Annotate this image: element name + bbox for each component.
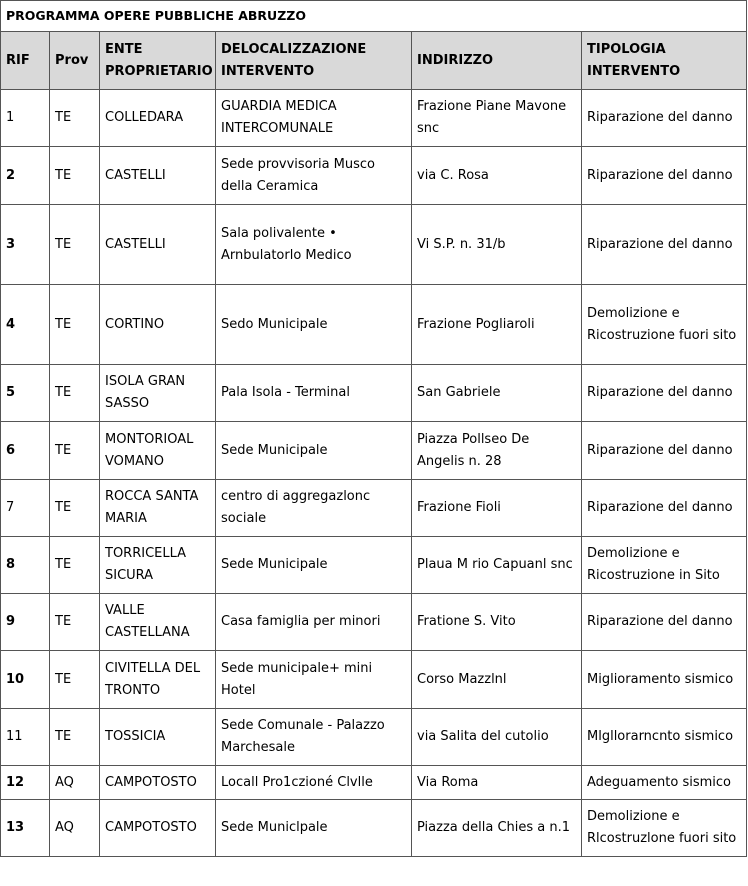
cell-rif: 11 <box>1 709 50 766</box>
cell-rif: 5 <box>1 365 50 422</box>
cell-indirizzo: San Gabriele <box>412 365 582 422</box>
cell-rif: 7 <box>1 480 50 537</box>
cell-indirizzo: Via Roma <box>412 766 582 800</box>
cell-rif: 4 <box>1 285 50 365</box>
table-row <box>1 285 747 365</box>
cell-rif: 6 <box>1 422 50 480</box>
cell-indirizzo: Plaua M rio Capuanl snc <box>412 537 582 594</box>
header-tipologia: TIPOLOGIA INTERVENTO <box>582 32 747 90</box>
cell-deloc: Sede Municlpale <box>216 800 412 857</box>
cell-tipologia: Adeguamento sismico <box>582 766 747 800</box>
table-row <box>1 480 747 537</box>
cell-tipologia: Riparazione del danno <box>582 90 747 147</box>
cell-prov: TE <box>50 422 100 480</box>
table-row <box>1 90 747 147</box>
cell-indirizzo: Piazza della Chies a n.1 <box>412 800 582 857</box>
cell-ente: TOSSICIA <box>100 709 216 766</box>
cell-rif: 1 <box>1 90 50 147</box>
cell-deloc: Pala Isola - Terminal <box>216 365 412 422</box>
cell-ente: CORTINO <box>100 285 216 365</box>
cell-tipologia: Miglioramento sismico <box>582 651 747 709</box>
cell-prov: TE <box>50 709 100 766</box>
cell-rif: 8 <box>1 537 50 594</box>
cell-deloc: Sedo Municipale <box>216 285 412 365</box>
cell-prov: TE <box>50 651 100 709</box>
cell-deloc: Sede provvisoria Musco della Ceramica <box>216 147 412 205</box>
cell-deloc: Casa famiglia per minori <box>216 594 412 651</box>
cell-prov: TE <box>50 147 100 205</box>
cell-ente: CIVITELLA DEL TRONTO <box>100 651 216 709</box>
cell-tipologia: Demolizione e Ricostruzione fuori sito <box>582 285 747 365</box>
header-indirizzo: INDIRIZZO <box>412 32 582 90</box>
cell-prov: TE <box>50 90 100 147</box>
cell-prov: TE <box>50 480 100 537</box>
cell-indirizzo: Frazione Fioli <box>412 480 582 537</box>
cell-ente: ISOLA GRAN SASSO <box>100 365 216 422</box>
table-row <box>1 537 747 594</box>
table-title: PROGRAMMA OPERE PUBBLICHE ABRUZZO <box>1 1 747 32</box>
cell-indirizzo: via Salita del cutolio <box>412 709 582 766</box>
cell-tipologia: Riparazione del danno <box>582 365 747 422</box>
table-row <box>1 594 747 651</box>
cell-deloc: Sede municipale+ mini Hotel <box>216 651 412 709</box>
cell-ente: CASTELLI <box>100 147 216 205</box>
cell-deloc: Locall Pro1czioné Clvlle <box>216 766 412 800</box>
table-row <box>1 422 747 480</box>
cell-prov: TE <box>50 594 100 651</box>
cell-tipologia: Mlgllorarncnto sismico <box>582 709 747 766</box>
cell-ente: TORRICELLA SICURA <box>100 537 216 594</box>
cell-indirizzo: Corso Mazzlnl <box>412 651 582 709</box>
cell-prov: TE <box>50 365 100 422</box>
table-row <box>1 205 747 285</box>
cell-tipologia: Riparazione del danno <box>582 422 747 480</box>
cell-deloc: Sala polivalente • Arnbulatorlo Medico <box>216 205 412 285</box>
cell-ente: CAMPOTOSTO <box>100 800 216 857</box>
cell-indirizzo: Vi S.P. n. 31/b <box>412 205 582 285</box>
cell-ente: CASTELLI <box>100 205 216 285</box>
cell-tipologia: Riparazione del danno <box>582 480 747 537</box>
cell-deloc: Sede Comunale - Palazzo Marchesale <box>216 709 412 766</box>
cell-rif: 13 <box>1 800 50 857</box>
cell-prov: TE <box>50 205 100 285</box>
cell-tipologia: Riparazione del danno <box>582 594 747 651</box>
cell-deloc: Sede Municipale <box>216 537 412 594</box>
header-delocalizzazione: DELOCALIZZAZIONE INTERVENTO <box>216 32 412 90</box>
cell-rif: 10 <box>1 651 50 709</box>
header-ente: ENTE PROPRIETARIO <box>100 32 216 90</box>
cell-ente: CAMPOTOSTO <box>100 766 216 800</box>
cell-prov: AQ <box>50 800 100 857</box>
cell-rif: 2 <box>1 147 50 205</box>
header-prov: Prov <box>50 32 100 90</box>
cell-prov: AQ <box>50 766 100 800</box>
header-rif: RIF <box>1 32 50 90</box>
table-row <box>1 651 747 709</box>
cell-prov: TE <box>50 537 100 594</box>
cell-tipologia: Riparazione del danno <box>582 147 747 205</box>
cell-deloc: centro di aggregazlonc sociale <box>216 480 412 537</box>
table-row <box>1 709 747 766</box>
cell-indirizzo: Piazza Pollseo De Angelis n. 28 <box>412 422 582 480</box>
cell-tipologia: Demolizione e Ricostruzione in Sito <box>582 537 747 594</box>
cell-rif: 9 <box>1 594 50 651</box>
cell-rif: 12 <box>1 766 50 800</box>
cell-tipologia: Demolizione e Rlcostruzlone fuori sito <box>582 800 747 857</box>
table-body <box>1 90 747 857</box>
cell-ente: VALLE CASTELLANA <box>100 594 216 651</box>
table-row <box>1 766 747 800</box>
cell-rif: 3 <box>1 205 50 285</box>
cell-ente: ROCCA SANTA MARIA <box>100 480 216 537</box>
cell-deloc: GUARDIA MEDICA INTERCOMUNALE <box>216 90 412 147</box>
cell-indirizzo: Frazione Pogliaroli <box>412 285 582 365</box>
table-title-row <box>1 1 747 32</box>
cell-indirizzo: via C. Rosa <box>412 147 582 205</box>
table-row <box>1 800 747 857</box>
table-row <box>1 147 747 205</box>
cell-prov: TE <box>50 285 100 365</box>
cell-ente: COLLEDARA <box>100 90 216 147</box>
cell-ente: MONTORIOAL VOMANO <box>100 422 216 480</box>
cell-tipologia: Riparazione del danno <box>582 205 747 285</box>
cell-deloc: Sede Municipale <box>216 422 412 480</box>
cell-indirizzo: Frazione Piane Mavone snc <box>412 90 582 147</box>
table-header-row <box>1 32 747 90</box>
table-row <box>1 365 747 422</box>
cell-indirizzo: Fratione S. Vito <box>412 594 582 651</box>
